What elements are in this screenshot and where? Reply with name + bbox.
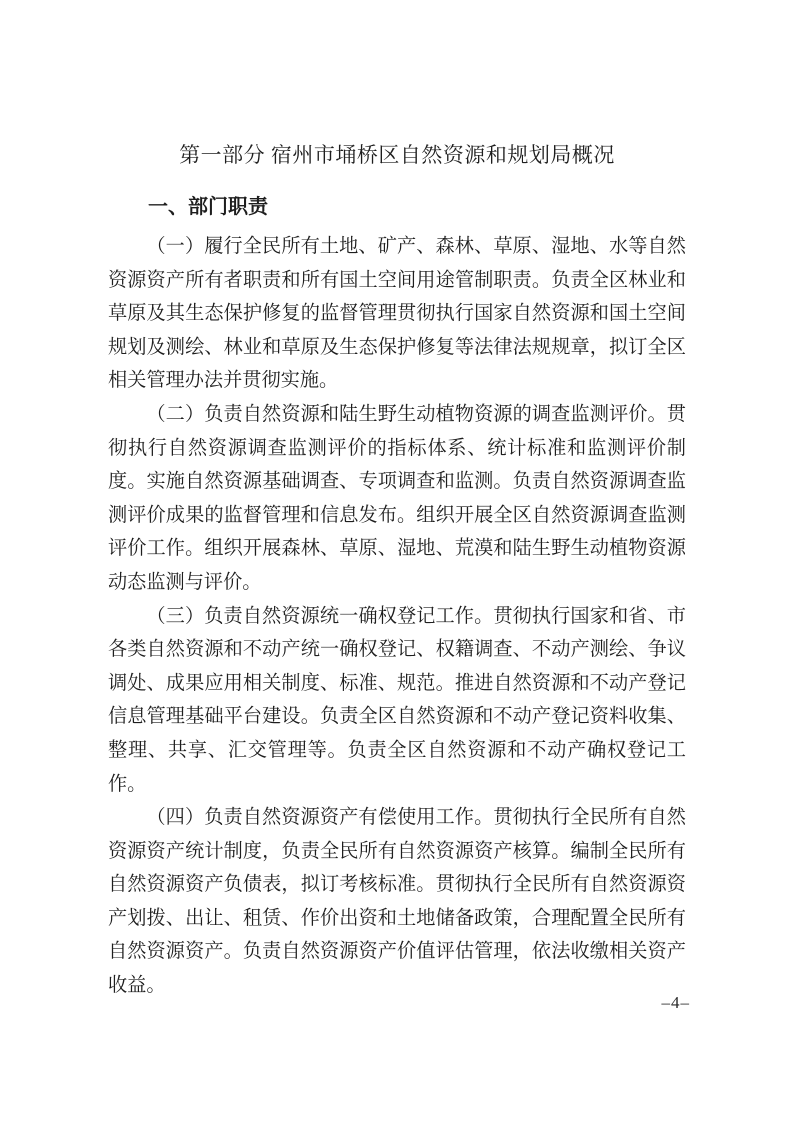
document-content bbox=[108, 140, 686, 1003]
paragraph-duty-4: （四）负责自然资源资产有偿使用工作。贯彻执行全民所有自然资源资产统计制度，负责全民所有自然资源资产核算。编制全民所有自然资源资产负债表，拟订考核标准。贯彻执行全民所有自然资源资产划拨、出让、租赁、作价出资和土地储备政策，合理配置全民所有自然资源资产。负责自然资源资产价值评估管理，依法收缴相关资产收益。 bbox=[108, 807, 686, 997]
paragraph-duty-3: （三）负责自然资源统一确权登记工作。贯彻执行国家和省、市各类自然资源和不动产统一确权登记、权籍调查、不动产测绘、争议调处、成果应用相关制度、标准、规范。推进自然资源和不动产登记信息管理基础平台建设。负责全区自然资源和不动产登记资料收集、整理、共享、汇交管理等。负责全区自然资源和不动产确权登记工作。 bbox=[108, 605, 686, 795]
paragraph-duty-1: （一）履行全民所有土地、矿产、森林、草原、湿地、水等自然资源资产所有者职责和所有国土空间用途管制职责。负责全区林业和草原及其生态保护修复的监督管理贯彻执行国家自然资源和国土空间规划及测绘、林业和草原及生态保护修复等法律法规规章，拟订全区相关管理办法并贯彻实施。 bbox=[108, 236, 686, 392]
page-number: –4– bbox=[661, 993, 690, 1012]
document-title: 第一部分 宿州市埇桥区自然资源和规划局概况 bbox=[179, 143, 615, 167]
paragraph-duty-2: （二）负责自然资源和陆生野生动植物资源的调查监测评价。贯彻执行自然资源调查监测评价的指标体系、统计标准和监测评价制度。实施自然资源基础调查、专项调查和监测。负责自然资源调查监测评价成果的监督管理和信息发布。组织开展全区自然资源调查监测评价工作。组织开展森林、草原、湿地、荒漠和陆生野生动植物资源动态监测与评价。 bbox=[108, 403, 686, 593]
section-heading: 一、部门职责 bbox=[148, 196, 268, 218]
body-text bbox=[108, 230, 686, 1003]
